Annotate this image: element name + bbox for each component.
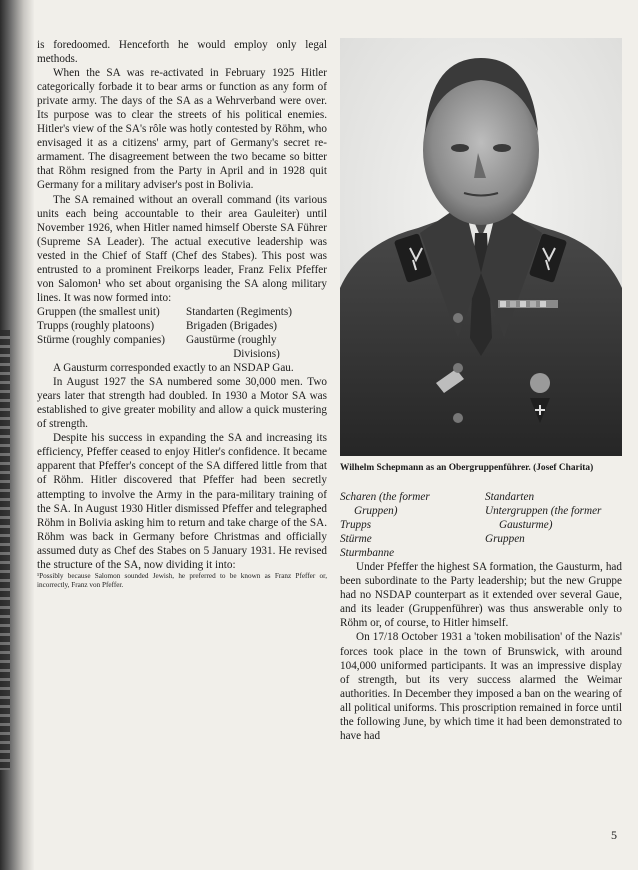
paragraph: In August 1927 the SA numbered some 30,000 men. Two years later that strength had doubled. In 1930 a Motor SA was established to give greater mobility and allow a quick mustering of strength. xyxy=(37,376,327,431)
paragraph: When the SA was re-activated in February 1925 Hitler categorically forbade it to bear arms or function as any form of private army. The days of the SA as a Wehrverband were over. Its purpose was to clear the streets of his political enemies. Hitler's view of the SA's rôle was hotly contested by Röhm, who envisaged it as a citizens' army, part of Germany's secret re-armament. The disagreement between the two became so bitter that Röhm resigned from the Party in April and in 1928 quit Germany for a military adviser's post in Bolivia. xyxy=(37,67,327,192)
paragraph: A Gausturm corresponded exactly to an NSDAP Gau. xyxy=(53,362,294,375)
unit-item: Untergruppen (the former xyxy=(485,505,602,518)
unit-item: Gaustürme (roughly xyxy=(186,333,277,346)
left-text-column xyxy=(37,38,327,590)
unit-item: Divisions) xyxy=(233,348,280,361)
unit-item: Gausturme) xyxy=(499,519,553,532)
unit-item: Trupps xyxy=(340,519,372,532)
unit-item xyxy=(485,546,622,560)
unit-item: Stürme (roughly companies) xyxy=(37,333,166,346)
paragraph: On 17/18 October 1931 a 'token mobilisation' of the Nazis' forces took place in the town of Brunswick, with around 104,000 uniformed participants. It was an impressive display of strength, but its very success alarmed the Weimar authorities. In December they imposed a ban on the wearing of all political uniforms. This proscription remained in force until the following June, by which time it had been demonstrated to have had xyxy=(340,631,622,742)
paragraph: is foredoomed. Henceforth he would employ only legal methods. xyxy=(37,39,327,66)
page-number: 5 xyxy=(611,828,617,842)
footnote: ¹Possibly because Salomon sounded Jewish, he preferred to be known as Franz Pfeffer or, incorrectly, Franz von Pfeffer. xyxy=(37,571,327,589)
unit-item: Standarten (Regiments) xyxy=(186,305,292,318)
right-text-column xyxy=(340,490,622,743)
unit-item: Scharen (the former xyxy=(340,491,430,503)
unit-item: Standarten xyxy=(485,491,535,503)
paragraph: Despite his success in expanding the SA and increasing its efficiency, Pfeffer ceased to enjoy Hitler's confidence. It became apparent that Pfeffer's concept of the SA differed little from that of Röhm. Hitler discovered that Pfeffer had been secretly attempting to involve the Army in the para-military training of the SA. In August 1930 Hitler dismissed Pfeffer and telegraphed Röhm in Bolivia asking him to return and take charge of the SA. Röhm was back in Germany before Christmas and officially assumed duty as Chef des Stabes on 5 January 1931. He revised the structure of the SA, now dividing it into: xyxy=(37,432,327,571)
unit-item: Gruppen) xyxy=(354,505,398,518)
paragraph: Under Pfeffer the highest SA formation, the Gausturm, had been subordinate to the Party leadership; but the new Gruppe had no NSDAP counterpart as it extended over several Gaue, and its leader (Gruppenführer) was thus answerable only to Röhm or, of course, to Hitler himself. xyxy=(340,561,622,630)
unit-item: Gruppen (the smallest unit) xyxy=(37,305,160,318)
facing-page-edge xyxy=(0,330,10,770)
unit-item: Sturmbanne xyxy=(340,547,395,560)
unit-item: Trupps (roughly platoons) xyxy=(37,319,155,332)
unit-list xyxy=(37,305,327,361)
unit-item: Brigaden (Brigades) xyxy=(186,319,278,332)
unit-item: Stürme xyxy=(340,533,372,546)
unit-item: Gruppen xyxy=(485,533,525,546)
paragraph: The SA remained without an overall command (its various units each being accountable to their area Gauleiter) until November 1926, when Hitler named himself Oberste SA Führer (Supreme SA Leader). The actual executive leadership was vested in the Chief of Staff (Chef des Stabes). This post was entrusted to a prominent Freikorps leader, Franz Felix Pfeffer von Salomon¹ who set about organising the SA along military lines. It was now formed into: xyxy=(37,193,327,304)
portrait-photo xyxy=(340,38,622,456)
unit-list xyxy=(340,490,622,560)
photo-caption: Wilhelm Schepmann as an Obergruppenführer. (Josef Charita) xyxy=(340,463,594,473)
